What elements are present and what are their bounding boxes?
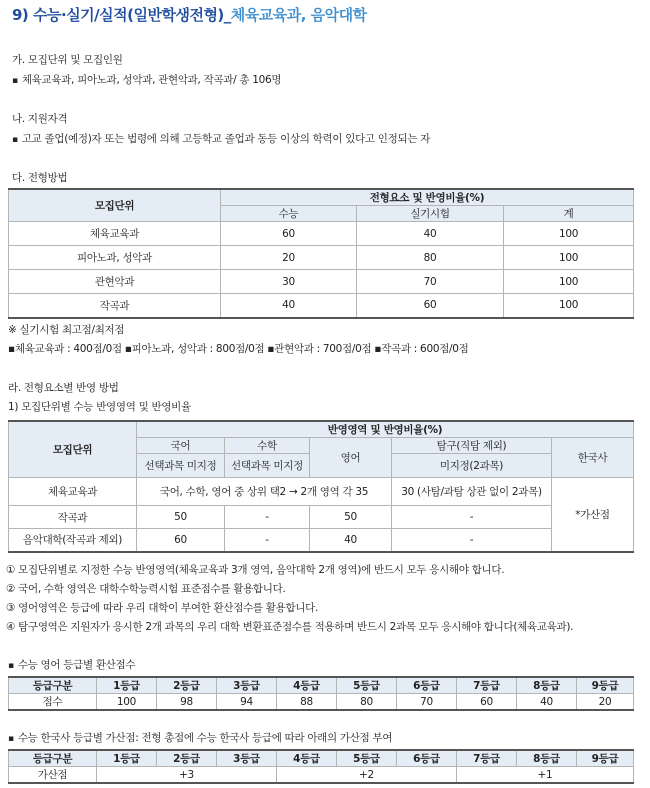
t2-header-sel: 선택과목 미지정 bbox=[225, 454, 310, 478]
t1-cell: 피아노과, 성악과 bbox=[9, 246, 221, 270]
t1-cell: 60 bbox=[221, 222, 357, 246]
t1-cell: 60 bbox=[357, 294, 504, 318]
t3-cell: 98 bbox=[157, 694, 217, 711]
section-b-body: ▪ 고교 졸업(예정)자 또는 법령에 의해 고등학교 졸업과 동등 이상의 학력이 있다고 인정되는 자 bbox=[12, 131, 430, 146]
t4-header-label: 등급구분 bbox=[9, 750, 97, 767]
t4-header-grade: 2등급 bbox=[157, 750, 217, 767]
t1-header-col: 실기시험 bbox=[357, 206, 504, 222]
t2-cell-history: *가산점 bbox=[552, 478, 634, 552]
t2-cell: 작곡과 bbox=[9, 506, 137, 529]
t2-cell: - bbox=[225, 529, 310, 552]
csat-reflection-table bbox=[8, 420, 634, 553]
t2-header-sel: 미지정(2과목) bbox=[392, 454, 552, 478]
t3-header-grade: 1등급 bbox=[97, 677, 157, 694]
t2-header-unit: 모집단위 bbox=[9, 421, 137, 478]
t3-cell: 20 bbox=[577, 694, 634, 711]
t4-header-grade: 9등급 bbox=[577, 750, 634, 767]
t2-header-inquiry: 탐구(직탐 제외) bbox=[392, 438, 552, 454]
history-grade-table bbox=[8, 749, 634, 784]
t1-cell: 100 bbox=[504, 270, 634, 294]
t2-cell: 50 bbox=[137, 506, 225, 529]
t2-cell: - bbox=[392, 506, 552, 529]
t2-cell: 60 bbox=[137, 529, 225, 552]
table-row bbox=[9, 529, 634, 552]
t2-cell: 국어, 수학, 영어 중 상위 택2 → 2개 영역 각 35 bbox=[137, 478, 392, 506]
t3-header-grade: 5등급 bbox=[337, 677, 397, 694]
page-title bbox=[12, 4, 367, 25]
note2-item: ② 국어, 수학 영역은 대학수학능력시험 표준점수를 활용합니다. bbox=[6, 583, 286, 595]
english-score-heading: ▪ 수능 영어 등급별 환산점수 bbox=[8, 657, 135, 672]
t1-cell: 40 bbox=[357, 222, 504, 246]
section-d-heading: 라. 전형요소별 반영 방법 bbox=[8, 382, 119, 394]
t3-header-grade: 9등급 bbox=[577, 677, 634, 694]
t4-cell: +2 bbox=[277, 767, 457, 784]
t3-cell: 80 bbox=[337, 694, 397, 711]
t3-header-grade: 3등급 bbox=[217, 677, 277, 694]
note2-item: ① 모집단위별로 지정한 수능 반영영역(체육교육과 3개 영역, 음악대학 2개 영역)에 반드시 모두 응시해야 합니다. bbox=[6, 564, 505, 576]
history-bonus-heading: ▪ 수능 한국사 등급별 가산점: 전형 총점에 수능 한국사 등급에 따라 아래의 가산점 부여 bbox=[8, 730, 392, 745]
t4-cell: +3 bbox=[97, 767, 277, 784]
t3-header-grade: 8등급 bbox=[517, 677, 577, 694]
t2-header-math: 수학 bbox=[225, 438, 310, 454]
table-row bbox=[9, 294, 634, 318]
t2-header-group: 반영영역 및 반영비율(%) bbox=[137, 421, 634, 438]
t3-cell: 60 bbox=[457, 694, 517, 711]
t1-header-col: 계 bbox=[504, 206, 634, 222]
t2-cell: 50 bbox=[310, 506, 392, 529]
t1-cell: 100 bbox=[504, 246, 634, 270]
t3-header-label: 등급구분 bbox=[9, 677, 97, 694]
t2-header-english: 영어 bbox=[310, 438, 392, 478]
table-row bbox=[9, 506, 634, 529]
english-grade-table bbox=[8, 676, 634, 711]
t3-header-grade: 2등급 bbox=[157, 677, 217, 694]
table-row bbox=[9, 222, 634, 246]
t3-row-label: 점수 bbox=[9, 694, 97, 711]
t2-header-sel: 선택과목 미지정 bbox=[137, 454, 225, 478]
t2-header-history: 한국사 bbox=[552, 438, 634, 478]
t1-cell: 30 bbox=[221, 270, 357, 294]
t2-cell: - bbox=[392, 529, 552, 552]
section-a-body: ▪ 체육교육과, 피아노과, 성악과, 관현악과, 작곡과/ 총 106명 bbox=[12, 72, 281, 87]
t3-cell: 40 bbox=[517, 694, 577, 711]
table-row bbox=[9, 767, 634, 784]
t1-header-group: 전형요소 및 반영비율(%) bbox=[221, 189, 634, 206]
note2-item: ④ 탐구영역은 지원자가 응시한 2개 과목의 우리 대학 변환표준점수를 적용하며 반드시 2과목 모두 응시해야 합니다(체육교육과). bbox=[6, 621, 574, 633]
t2-cell: 40 bbox=[310, 529, 392, 552]
section-b-heading: 나. 지원자격 bbox=[12, 113, 68, 125]
t4-header-grade: 5등급 bbox=[337, 750, 397, 767]
note2-item: ③ 영어영역은 등급에 따라 우리 대학이 부여한 환산점수를 활용합니다. bbox=[6, 602, 319, 614]
t4-header-grade: 1등급 bbox=[97, 750, 157, 767]
t1-cell: 체육교육과 bbox=[9, 222, 221, 246]
title-main: 9) 수능·실기/실적(일반학생전형)_ bbox=[12, 6, 231, 24]
t3-header-grade: 4등급 bbox=[277, 677, 337, 694]
table-row bbox=[9, 478, 634, 506]
t1-cell: 100 bbox=[504, 294, 634, 318]
t2-cell: 30 (사탐/과탐 상관 없이 2과목) bbox=[392, 478, 552, 506]
section-c-heading: 다. 전형방법 bbox=[12, 172, 68, 184]
table-row bbox=[9, 246, 634, 270]
t4-cell: +1 bbox=[457, 767, 634, 784]
t1-cell: 40 bbox=[221, 294, 357, 318]
title-sub: 체육교육과, 음악대학 bbox=[230, 6, 367, 24]
t3-cell: 94 bbox=[217, 694, 277, 711]
t2-cell: - bbox=[225, 506, 310, 529]
note1-heading: ※ 실기시험 최고점/최저점 bbox=[8, 324, 125, 336]
t1-cell: 관현악과 bbox=[9, 270, 221, 294]
t1-header-col: 수능 bbox=[221, 206, 357, 222]
t4-header-grade: 3등급 bbox=[217, 750, 277, 767]
t2-header-korean: 국어 bbox=[137, 438, 225, 454]
selection-method-table bbox=[8, 188, 634, 319]
t2-cell: 체육교육과 bbox=[9, 478, 137, 506]
t3-cell: 100 bbox=[97, 694, 157, 711]
note1-body: ▪체육교육과 : 400점/0점 ▪피아노과, 성악과 : 800점/0점 ▪관현악과 : 700점/0점 ▪작곡과 : 600점/0점 bbox=[8, 343, 469, 355]
section-d-subheading: 1) 모집단위별 수능 반영영역 및 반영비율 bbox=[8, 401, 191, 413]
t1-cell: 20 bbox=[221, 246, 357, 270]
t1-cell: 100 bbox=[504, 222, 634, 246]
t3-header-grade: 7등급 bbox=[457, 677, 517, 694]
t1-header-unit: 모집단위 bbox=[9, 189, 221, 222]
t4-header-grade: 4등급 bbox=[277, 750, 337, 767]
t4-header-grade: 8등급 bbox=[517, 750, 577, 767]
t1-cell: 70 bbox=[357, 270, 504, 294]
t3-cell: 88 bbox=[277, 694, 337, 711]
t1-cell: 작곡과 bbox=[9, 294, 221, 318]
section-a-heading: 가. 모집단위 및 모집인원 bbox=[12, 54, 123, 66]
t2-cell: 음악대학(작곡과 제외) bbox=[9, 529, 137, 552]
t4-header-grade: 6등급 bbox=[397, 750, 457, 767]
t1-cell: 80 bbox=[357, 246, 504, 270]
t3-cell: 70 bbox=[397, 694, 457, 711]
table-row bbox=[9, 270, 634, 294]
t3-header-grade: 6등급 bbox=[397, 677, 457, 694]
t4-row-label: 가산점 bbox=[9, 767, 97, 784]
t4-header-grade: 7등급 bbox=[457, 750, 517, 767]
table-row bbox=[9, 694, 634, 711]
